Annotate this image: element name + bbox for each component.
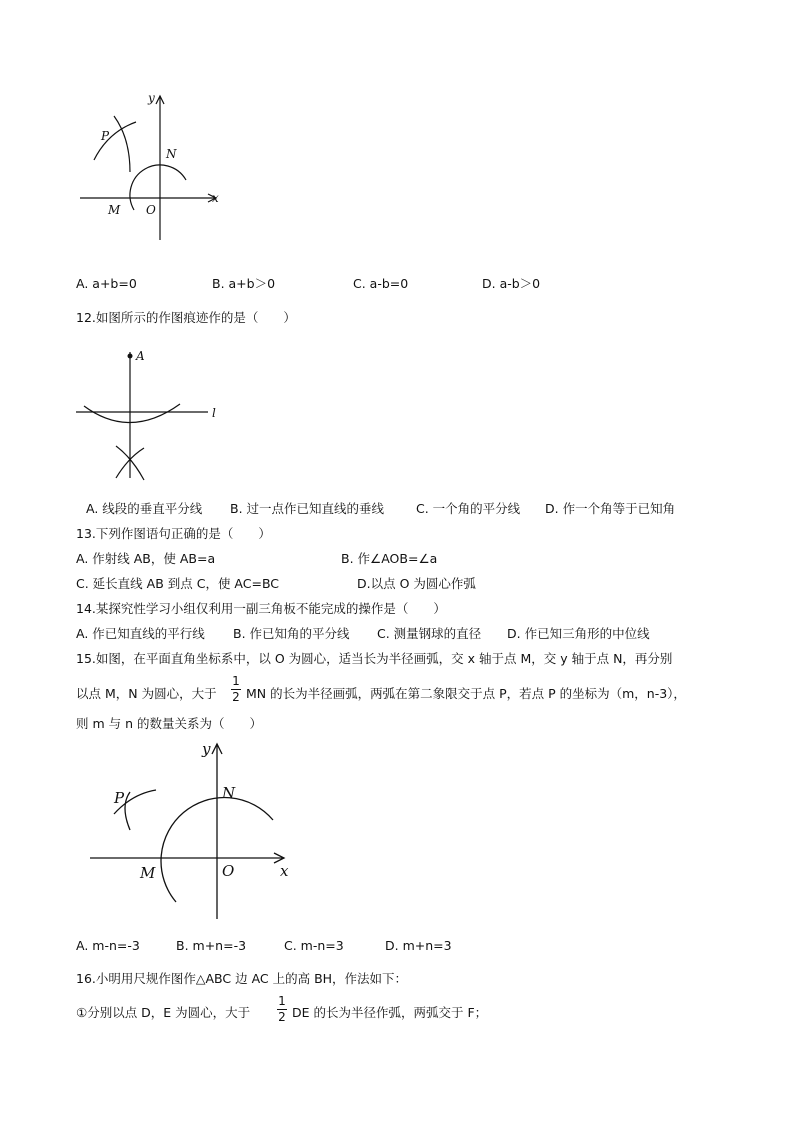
axis-x-label: x	[280, 862, 289, 880]
q15-stem-line3: 则 m 与 n 的数量关系为（ ）	[76, 716, 262, 731]
q16-step1-pre: ①分别以点 D，E 为圆心，大于	[76, 1005, 251, 1020]
q14-option-b[interactable]: B. 作已知角的平分线	[233, 626, 350, 641]
q12-stem: 12.如图所示的作图痕迹作的是（ ）	[76, 310, 296, 325]
point-n-label: N	[222, 784, 236, 802]
q14-option-d[interactable]: D. 作已知三角形的中位线	[507, 626, 650, 641]
q12-figure	[70, 340, 230, 490]
point-n-label: N	[166, 147, 177, 161]
q13-option-b[interactable]: B. 作∠AOB=∠a	[341, 551, 438, 566]
q15-option-a[interactable]: A. m-n=-3	[76, 938, 140, 953]
q11-figure	[74, 88, 234, 248]
q16-step1-post: DE 的长为半径作弧，两弧交于 F；	[292, 1005, 488, 1020]
q16-fraction-den: 2	[278, 1010, 286, 1024]
point-m-label: M	[140, 864, 156, 882]
q12-option-c[interactable]: C. 一个角的平分线	[416, 501, 521, 516]
q16-fraction	[277, 995, 287, 1024]
q15-fraction-num: 1	[232, 674, 240, 688]
q16-fraction-num: 1	[278, 994, 286, 1008]
q15-stem-line2-post: MN 的长为半径画弧，两弧在第二象限交于点 P，若点 P 的坐标为（m，n-3），	[246, 686, 686, 701]
q11-option-a[interactable]: A. a+b=0	[76, 276, 137, 291]
q15-figure	[84, 736, 304, 926]
q11-option-c[interactable]: C. a-b=0	[353, 276, 409, 291]
q11-option-b[interactable]: B. a+b＞0	[212, 276, 276, 291]
q14-stem: 14.某探究性学习小组仅利用一副三角板不能完成的操作是（ ）	[76, 601, 446, 616]
axis-x-label: x	[212, 191, 219, 205]
q15-stem-line1: 15.如图，在平面直角坐标系中，以 O 为圆心，适当长为半径画弧，交 x 轴于点 M，交 y 轴于点 N，再分别	[76, 651, 673, 666]
arc-p-2	[114, 116, 130, 172]
point-o-label: O	[146, 203, 156, 217]
arc-p-2	[125, 792, 130, 830]
q11-option-d[interactable]: D. a-b＞0	[482, 276, 541, 291]
q12-option-a[interactable]: A. 线段的垂直平分线	[86, 501, 203, 516]
q13-option-a[interactable]: A. 作射线 AB，使 AB=a	[76, 551, 216, 566]
q12-option-d[interactable]: D. 作一个角等于已知角	[545, 501, 676, 516]
point-p-label: P	[101, 129, 110, 143]
q13-option-d[interactable]: D.以点 O 为圆心作弧	[357, 576, 476, 591]
arc-mn	[130, 165, 186, 210]
point-a-label: A	[136, 349, 145, 363]
point-a	[128, 354, 133, 359]
q15-fraction-den: 2	[232, 690, 240, 704]
q14-option-c[interactable]: C. 测量钢球的直径	[377, 626, 482, 641]
point-o-label: O	[222, 862, 235, 880]
axis-y-label: y	[202, 740, 211, 758]
q15-option-d[interactable]: D. m+n=3	[385, 938, 452, 953]
point-p-label: P	[114, 789, 125, 807]
axis-y-label: y	[148, 91, 155, 105]
q13-option-c[interactable]: C. 延长直线 AB 到点 C，使 AC=BC	[76, 576, 280, 591]
q15-option-c[interactable]: C. m-n=3	[284, 938, 344, 953]
q15-stem-line2-pre: 以点 M，N 为圆心，大于	[76, 686, 217, 701]
arc-intersect	[84, 404, 180, 423]
line-l-label: l	[212, 406, 216, 420]
q15-fraction	[231, 675, 241, 704]
q12-option-b[interactable]: B. 过一点作已知直线的垂线	[230, 501, 385, 516]
q13-stem: 13.下列作图语句正确的是（ ）	[76, 526, 271, 541]
q15-option-b[interactable]: B. m+n=-3	[176, 938, 247, 953]
point-m-label: M	[108, 203, 121, 217]
q16-stem: 16.小明用尺规作图作△ABC 边 AC 上的高 BH，作法如下：	[76, 971, 408, 986]
q14-option-a[interactable]: A. 作已知直线的平行线	[76, 626, 205, 641]
